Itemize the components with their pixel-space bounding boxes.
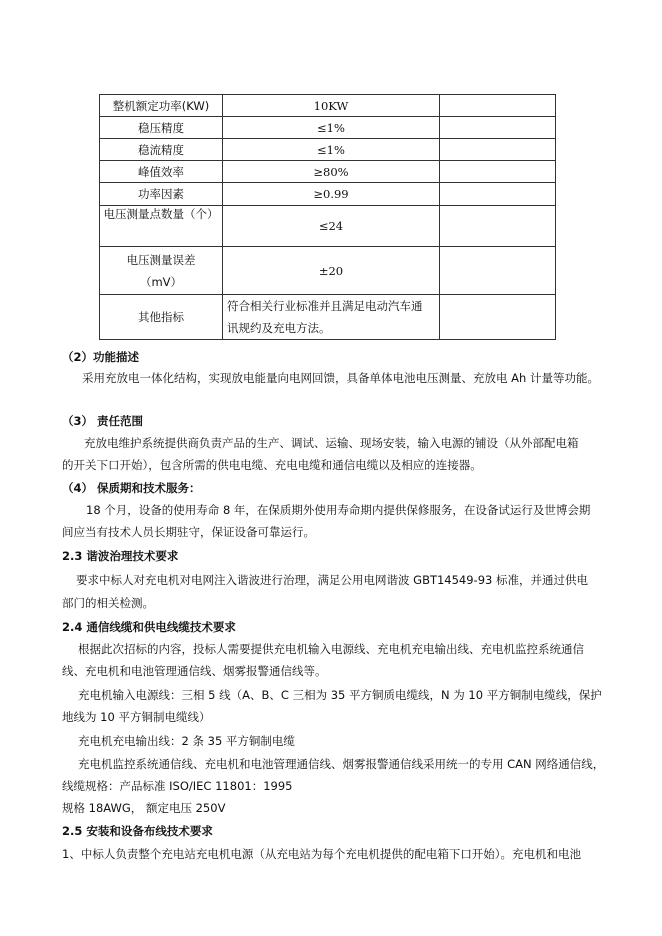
cable-spec: 规格 18AWG， 额定电压 250V [62,801,226,815]
section-heading-2-3: 2.3 谐波治理技术要求 [62,549,179,563]
param-name [100,247,223,295]
charge-output-line: 充电机充电输出线：2 条 35 平方铜制电缆 [78,734,295,748]
param-extra [440,183,556,206]
section-heading-2-4: 2.4 通信线缆和供电线缆技术要求 [62,620,236,634]
input-power-line: 充电机输入电源线：三相 5 线（A、B、C 三相为 35 平方铜质电缆线，N 为 10 平方铜制电缆线，保护 [78,688,602,702]
section-heading-2-5: 2.5 安装和设备布线技术要求 [62,824,213,838]
scope-text: 的开关下口开始），包含所需的供电电缆、充电电缆和通信电缆以及相应的连接器。 [62,458,482,472]
table-row [100,95,556,117]
func-text: 采用充放电一体化结构，实现放电能量向电网回馈，具备单体电池电压测量、充放电 Ah 计量等功能。 [82,371,599,385]
param-extra [440,95,556,117]
param-value: ≥0.99 [223,183,440,206]
table-row [100,206,556,247]
input-power-line: 地线为 10 平方铜制电缆线） [62,710,211,724]
param-extra [440,139,556,161]
section-text-2-4: 线、充电机和电池管理通信线、烟雾报警通信线等。 [62,664,327,678]
param-name: 电压测量点数量（个） [100,206,223,247]
param-value: ≤24 [223,206,440,247]
param-extra [440,247,556,295]
param-extra [440,206,556,247]
table-row [100,161,556,183]
table-row [100,139,556,161]
table-row [100,183,556,206]
section-text-2-3: 要求中标人对充电机对电网注入谐波进行治理，满足公用电网谐波 GBT14549-93 标准，并通过供电 [76,573,588,587]
param-value: ±20 [223,247,440,295]
param-extra [440,295,556,340]
scope-heading: （3） 责任范围 [62,414,144,428]
param-name: 峰值效率 [100,161,223,183]
param-value: ≥80% [223,161,440,183]
cable-spec: 线缆规格：产品标准 ISO/IEC 11801：1995 [62,779,293,793]
param-name: 功率因素 [100,183,223,206]
param-value [223,295,440,340]
param-value-line: 讯规约及充电方法。 [227,321,331,335]
section-text-2-4: 根据此次招标的内容，投标人需要提供充电机输入电源线、充电机充电输出线、充电机监控系统通信 [78,642,584,656]
param-name: 稳流精度 [100,139,223,161]
param-name-line: 电压测量误差 [126,252,196,267]
param-name-line: （mV） [139,274,183,289]
warranty-text: 间应当有技术人员长期驻守，保证设备可靠运行。 [62,525,315,539]
spec-table [99,94,556,340]
param-value: ≤1% [223,139,440,161]
param-name: 整机额定功率(KW) [100,95,223,117]
table-row [100,247,556,295]
scope-text: 充放电维护系统提供商负责产品的生产、调试、运输、现场安装，输入电源的铺设（从外部配电箱 [84,436,579,450]
section-text-2-3: 部门的相关检测。 [62,596,154,610]
param-extra [440,161,556,183]
section-text-2-5: 1、中标人负责整个充电站充电机电源（从充电站为每个充电机提供的配电箱下口开始）。充电机和电池 [62,847,582,861]
param-value: 10KW [223,95,440,117]
warranty-heading: （4） 保质期和技术服务： [62,481,201,495]
param-name: 稳压精度 [100,117,223,139]
param-name: 其他指标 [100,295,223,340]
table-row [100,295,556,340]
warranty-text: 18 个月，设备的使用寿命 8 年，在保质期外使用寿命期内提供保修服务，在设备试运行及世博会期 [86,503,591,517]
param-value-line: 符合相关行业标准并且满足电动汽车通 [227,299,423,313]
func-heading: （2）功能描述 [62,350,140,364]
table-row [100,117,556,139]
comm-line: 充电机监控系统通信线、充电机和电池管理通信线、烟雾报警通信线采用统一的专用 CAN 网络通信线， [78,757,605,771]
param-extra [440,117,556,139]
param-value: ≤1% [223,117,440,139]
